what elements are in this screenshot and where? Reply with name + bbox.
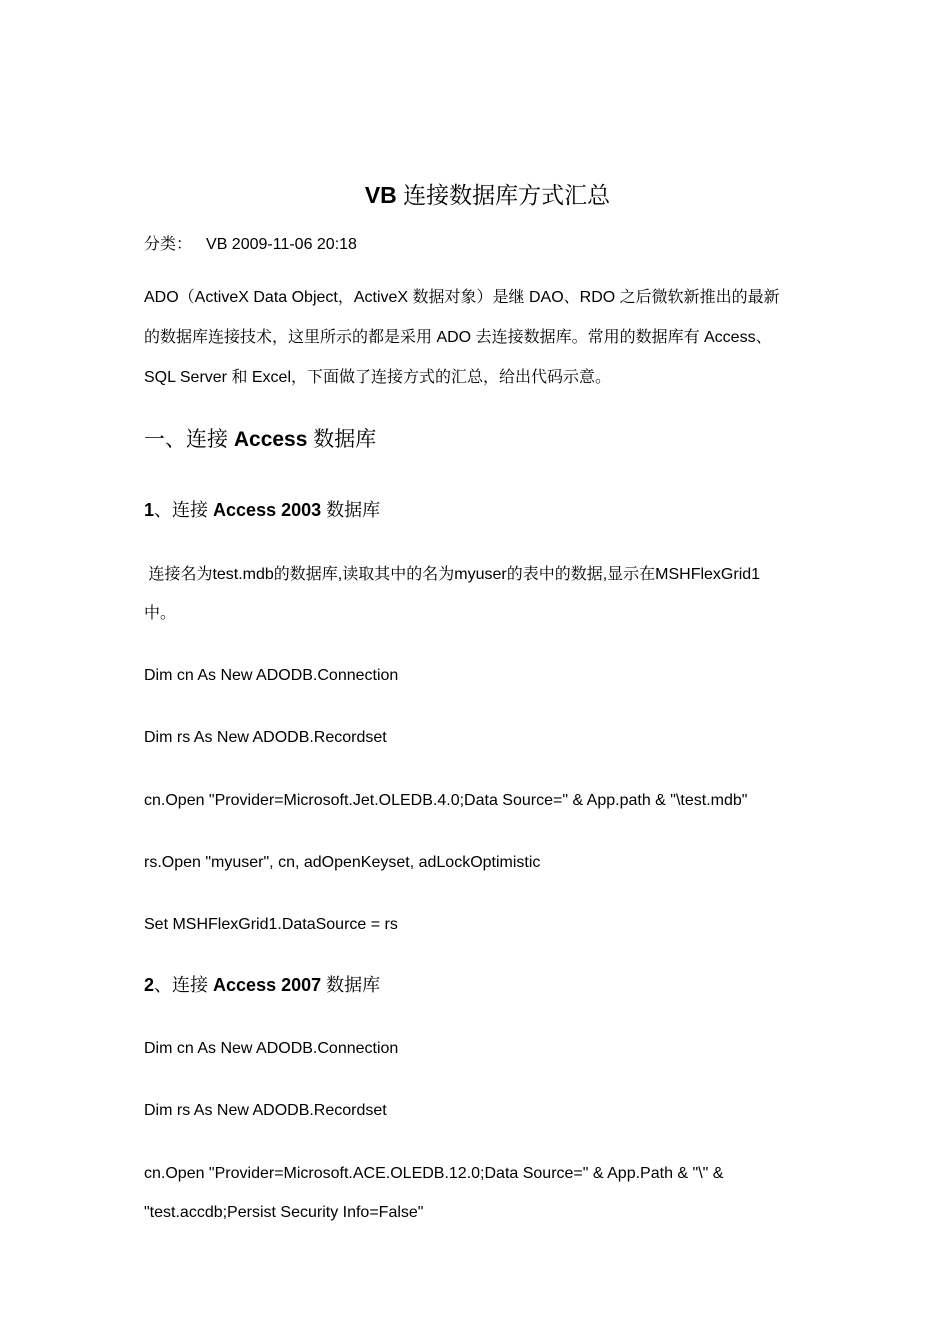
subheading-bold: Access 2003 [213, 500, 322, 520]
page-title [0, 181, 950, 209]
code-line: Dim rs As New ADODB.Recordset [144, 729, 387, 746]
subheading-access-2007 [144, 974, 380, 996]
code-line: Dim cn As New ADODB.Connection [144, 667, 399, 684]
subheading-suffix: 数据库 [321, 500, 381, 520]
subheading-suffix: 数据库 [321, 975, 381, 995]
description-line-2: 中。 [144, 605, 177, 622]
intro-line-2: 的数据库连接技术，这里所示的都是采用 ADO 去连接数据库。常用的数据库有 Access、 [144, 329, 772, 346]
intro-line-3: SQL Server 和 Excel，下面做了连接方式的汇总，给出代码示意。 [144, 369, 612, 386]
meta-label: 分类： [144, 236, 193, 253]
code-line: "test.accdb;Persist Security Info=False" [144, 1204, 424, 1221]
section-suffix: 数据库 [307, 428, 377, 451]
code-line: Set MSHFlexGrid1.DataSource = rs [144, 916, 398, 933]
code-line: Dim rs As New ADODB.Recordset [144, 1102, 387, 1119]
subheading-number: 2 [144, 975, 155, 995]
section-bold: Access [233, 428, 308, 451]
subheading-access-2003 [144, 499, 380, 521]
subheading-prefix: 、连接 [154, 500, 214, 520]
section-prefix: 一、连接 [144, 428, 234, 451]
code-line: rs.Open "myuser", cn, adOpenKeyset, adLockOptimistic [144, 854, 541, 871]
title-rest: 连接数据库方式汇总 [403, 182, 611, 208]
code-line: cn.Open "Provider=Microsoft.ACE.OLEDB.12.0;Data Source=" & App.Path & "\" & [144, 1165, 724, 1182]
intro-line-1: ADO（ActiveX Data Object，ActiveX 数据对象）是继 DAO、RDO 之后微软新推出的最新 [144, 289, 780, 306]
title-bold: VB [364, 182, 397, 208]
subheading-bold: Access 2007 [213, 975, 322, 995]
subheading-prefix: 、连接 [154, 975, 214, 995]
section-heading-access [144, 427, 376, 453]
description-line-1: 连接名为test.mdb的数据库,读取其中的名为myuser的表中的数据,显示在MSHFlexGrid1 [144, 566, 761, 583]
subheading-number: 1 [144, 500, 155, 520]
code-line: Dim cn As New ADODB.Connection [144, 1040, 399, 1057]
meta-line [144, 235, 357, 255]
meta-value: VB 2009-11-06 20:18 [206, 236, 357, 253]
code-line: cn.Open "Provider=Microsoft.Jet.OLEDB.4.0;Data Source=" & App.path & "\test.mdb" [144, 792, 748, 809]
